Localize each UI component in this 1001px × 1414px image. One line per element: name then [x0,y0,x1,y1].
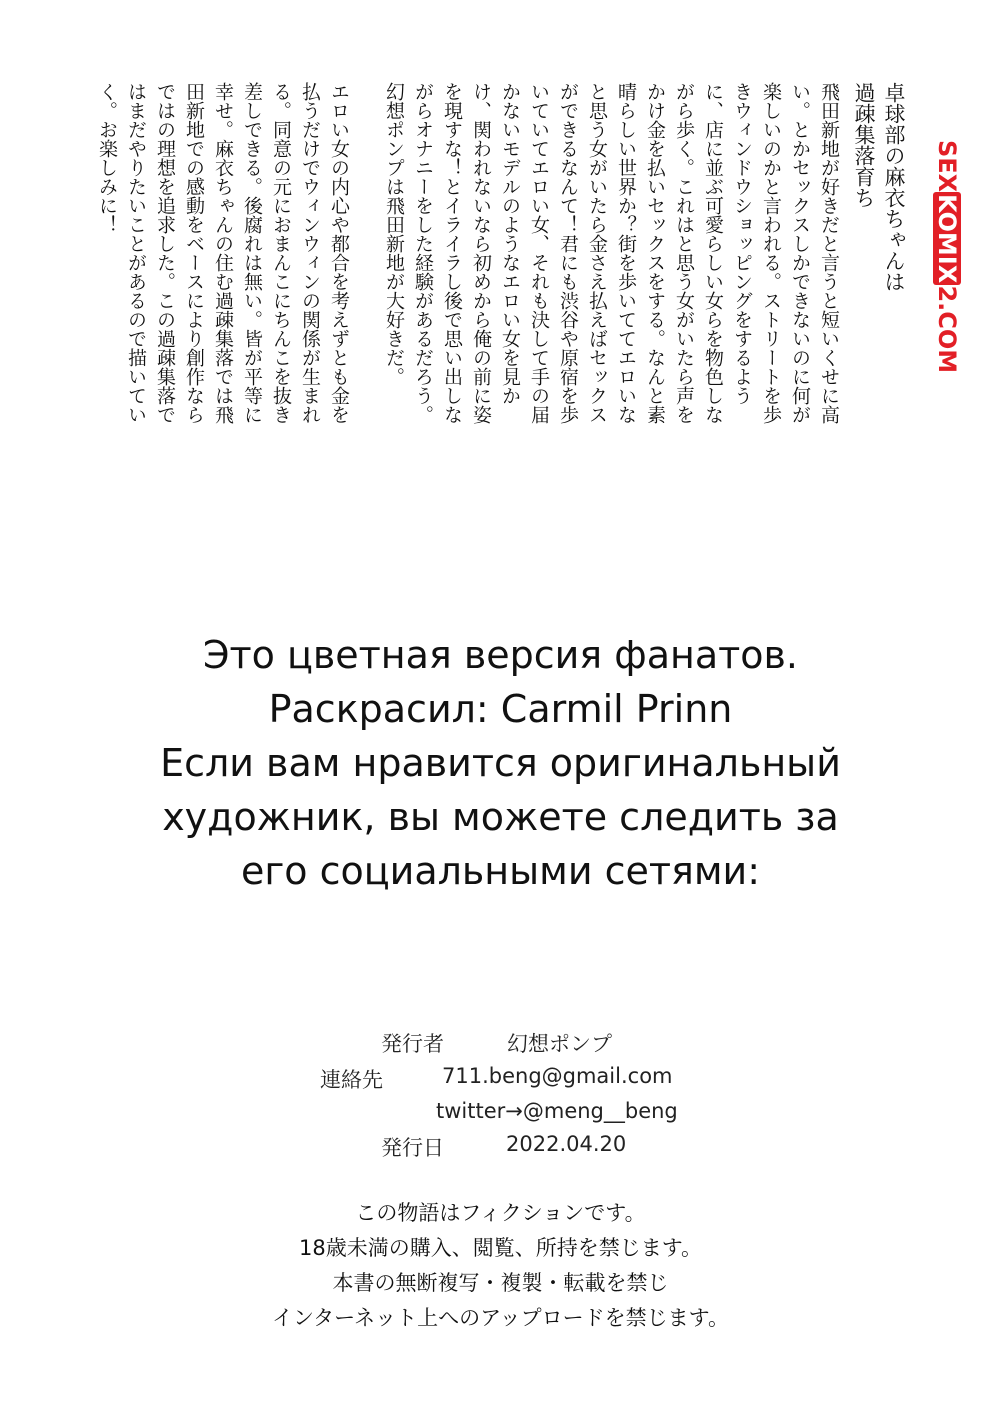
contact-twitter: twitter→@meng__beng [436,1099,678,1123]
afterword-block [66,82,909,442]
watermark-part-1: SEX [933,140,961,193]
legal-line-3: 本書の無断複写・複製・転載を禁じ [332,1271,669,1295]
date-value: 2022.04.20 [506,1132,627,1156]
legal-line-1: この物語はフィクションです。 [355,1201,646,1225]
translator-note-line-1: Это цветная версия фанатов. [202,633,799,677]
site-watermark [932,140,962,373]
legal-notice [0,1196,1001,1336]
date-label: 発行日 [381,1136,444,1160]
watermark-part-3: 2.COM [933,285,961,374]
afterword-paragraph-1: 飛田新地が好きだと言うと短いくせに高い。とかセックスしかできないのに何が楽しいのかと言われる。ストリートを歩きウィンドウショッピングをするように、店に並ぶ可愛らしい女らを物色しながら歩く。これはと思う女がいたら声をかけ金を払いセックスをする。なんと素晴らしい世界か？街を歩いててエロいなと思う女がいたら金さえ払えばセックスができるなんて！君にも渋谷や原宿を歩いていてエロい女、それも決して手の届かないモデルのようなエロい女を見かけ、関われないなら初めから俺の前に姿を現すな！とイライラし後で思い出しながらオナニーをした経験があるだろう。幻想ポンプは飛田新地が大好きだ。 [383,82,840,424]
watermark-part-2: KOMIX [933,194,961,284]
translator-note-line-5: его социальными сетями: [240,849,761,893]
afterword-title-line-1: 卓球部の麻衣ちゃんは [882,82,906,292]
afterword-title-line-2: 過疎集落育ち [852,82,876,208]
legal-line-4: インターネット上へのアップロードを禁じます。 [272,1306,729,1330]
translator-note [0,628,1001,898]
publisher-value: 幻想ポンプ [507,1032,612,1056]
legal-line-2: 18歳未満の購入、閲覧、所持を禁じます。 [298,1236,703,1260]
translator-note-line-4: художник, вы можете следить за [162,795,839,839]
contact-email: 711.beng@gmail.com [442,1064,673,1088]
translator-note-line-2: Раскрасил: Carmil Prinn [268,687,733,731]
afterword-paragraph-2: エロい女の内心や都合を考えずとも金を払うだけでウィンウィンの関係が生まれる。同意の元におまんこにちんこを抜き差しできる。後腐れは無い。皆が平等に幸せ。麻衣ちゃんの住む過疎集落では飛田新地での感動をベースにより創作ならではの理想を追求した。この過疎集落ではまだやりたいことがあるので描いていく。お楽しみに！ [96,82,350,424]
publisher-label: 発行者 [381,1032,444,1056]
contact-label: 連絡先 [320,1068,383,1092]
translator-note-line-3: Если вам нравится оригинальный [160,741,841,785]
